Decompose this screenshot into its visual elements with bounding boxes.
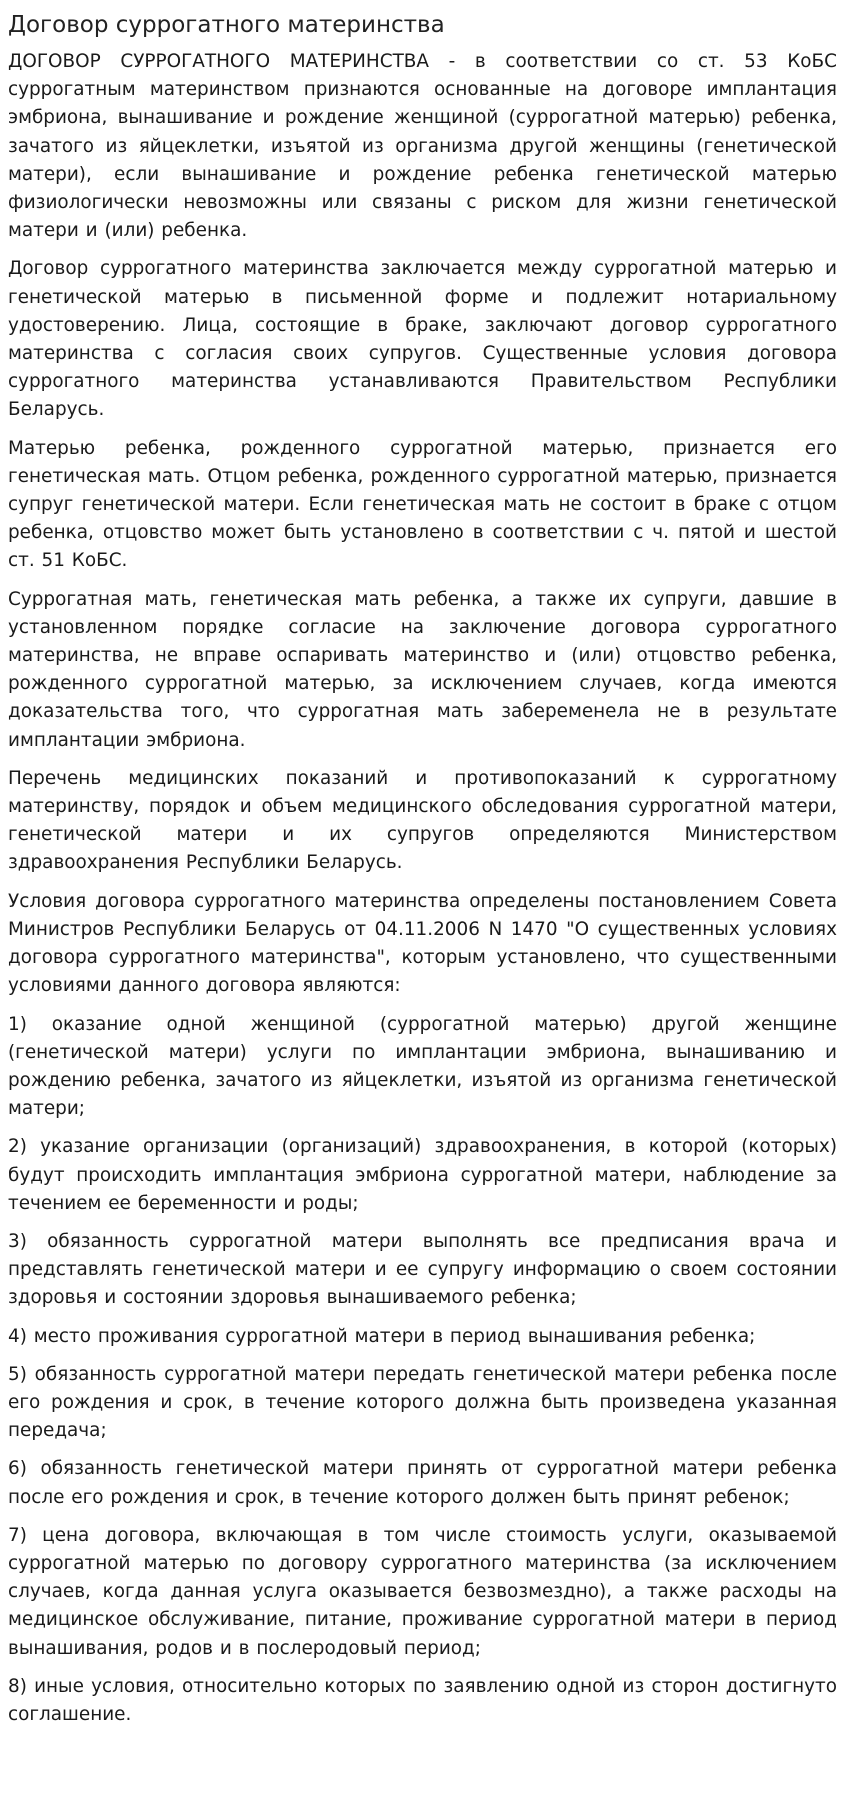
list-item: 8) иные условия, относительно которых по заявлению одной из сторон достигнуто соглашение. — [8, 1675, 837, 1725]
list-item: 7) цена договора, включающая в том числе стоимость услуги, оказываемой суррогатной матерью по договору суррогатного материнства (за исключением случаев, когда данная услуга оказывается безвозмездно), а также расходы на медицинское обслуживание, питание, проживание суррогатной матери в период вынашивания, родов и в послеродовый период; — [8, 1524, 837, 1659]
list-item: 4) место проживания суррогатной матери в период вынашивания ребенка; — [8, 1325, 756, 1347]
paragraph-medical: Перечень медицинских показаний и противопоказаний к суррогатному материнству, порядок и объем медицинского обследования суррогатной матери, генетической матери и их супругов определяются Министерством здравоохранения Республики Беларусь. — [8, 767, 837, 874]
paragraph-conditions-intro: Условия договора суррогатного материнства определены постановлением Совета Министров Республики Беларусь от 04.11.2006 N 1470 "О существенных условиях договора суррогатного материнства", которым установлено, что существенными условиями данного договора являются: — [8, 890, 837, 997]
list-item: 5) обязанность суррогатной матери передать генетической матери ребенка после его рождения и срок, в течение которого должна быть произведена указанная передача; — [8, 1363, 837, 1442]
page-title: Договор суррогатного материнства — [8, 12, 445, 38]
paragraph-parentage: Матерью ребенка, рожденного суррогатной матерью, признается его генетическая мать. Отцом ребенка, рожденного суррогатной матерью, признается супруг генетической матери. Если генетическая мать не состоит в браке с отцом ребенка, отцовство может быть установлено в соответствии с ч. пятой и шестой ст. 51 КоБС. — [8, 437, 837, 572]
paragraph-conclusion: Договор суррогатного материнства заключается между суррогатной матерью и генетической матерью в письменной форме и подлежит нотариальному удостоверению. Лица, состоящие в браке, заключают договор суррогатного материнства с согласия своих супругов. Существенные условия договора суррогатного материнства устанавливаются Правительством Республики Беларусь. — [8, 258, 837, 421]
paragraph-definition: ДОГОВОР СУРРОГАТНОГО МАТЕРИНСТВА - в соответствии со ст. 53 КоБС суррогатным материнством признаются основанные на договоре имплантация эмбриона, вынашивание и рождение женщиной (суррогатной матерью) ребенка, зачатого из яйцеклетки, изъятой из организма другой женщины (генетической матери), если вынашивание и рождение ребенка генетической матерью физиологически невозможны или связаны с риском для жизни генетической матери и (или) ребенка. — [8, 51, 837, 242]
list-item: 1) оказание одной женщиной (суррогатной матерью) другой женщине (генетической матери) услуги по имплантации эмбриона, вынашиванию и рождению ребенка, зачатого из яйцеклетки, изъятой из организма генетической матери; — [8, 1013, 837, 1120]
list-item: 3) обязанность суррогатной матери выполнять все предписания врача и представлять генетической матери и ее супругу информацию о своем состоянии здоровья и состоянии здоровья вынашиваемого ребенка; — [8, 1230, 837, 1309]
list-item: 6) обязанность генетической матери принять от суррогатной матери ребенка после его рождения и срок, в течение которого должен быть принят ребенок; — [8, 1458, 837, 1508]
paragraph-contest: Суррогатная мать, генетическая мать ребенка, а также их супруги, давшие в установленном порядке согласие на заключение договора суррогатного материнства, не вправе оспаривать материнство и (или) отцовство ребенка, рожденного суррогатной матерью, за исключением случаев, когда имеются доказательства того, что суррогатная мать забеременела не в результате имплантации эмбриона. — [8, 588, 837, 751]
list-item: 2) указание организации (организаций) здравоохранения, в которой (которых) будут происходить имплантация эмбриона суррогатной матери, наблюдение за течением ее беременности и роды; — [8, 1136, 837, 1214]
